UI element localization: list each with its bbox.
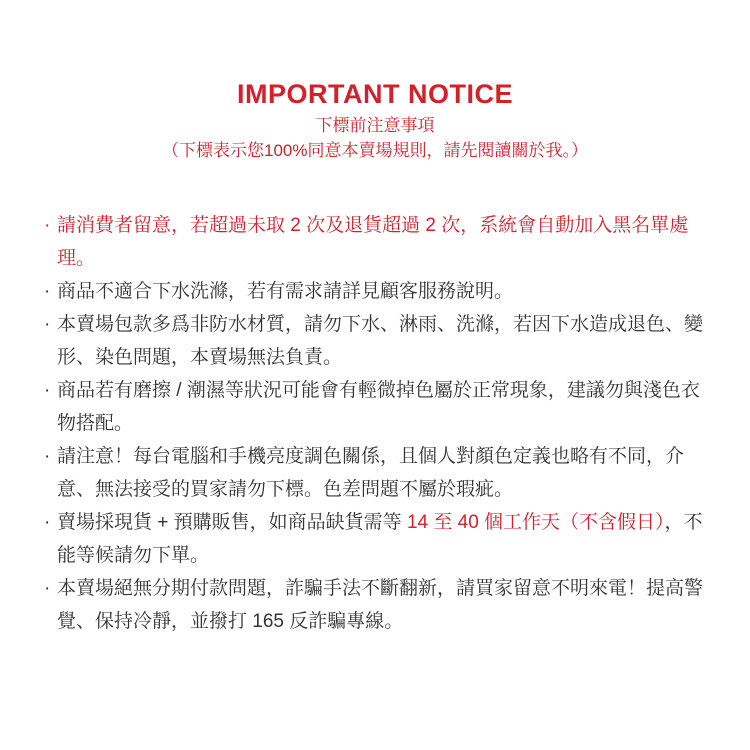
notice-text-segment: 賣場採現貨 + 預購販售，如商品缺貨需等 (57, 512, 407, 534)
notice-text-segment: 商品不適合下水洗滌，若有需求請詳見顧客服務說明。 (57, 281, 514, 303)
notice-text-segment: ，不能等候請勿下單。 (57, 512, 703, 567)
notice-text-segment: 本賣場包款多爲非防水材質，請勿下水、淋雨、洗滌，若因下水造成退色、變形、染色問題，本賣場無法負責。 (57, 314, 704, 369)
notice-text-segment: 商品若有磨擦 / 潮濕等狀況可能會有輕微掉色屬於正常現象，建議勿與淺色衣物搭配。 (57, 380, 700, 435)
notice-text-segment: 請注意！每台電腦和手機亮度調色關係，且個人對顏色定義也略有不同，介意、無法接受的買家請勿下標。色差問題不屬於瑕疵。 (57, 446, 685, 501)
notice-item (44, 308, 714, 374)
notice-text (57, 374, 713, 440)
page-title: IMPORTANT NOTICE (237, 79, 513, 109)
bullet-icon: · (44, 446, 51, 468)
notice-text-red-segment: 請消費者留意，若超過未取 2 次及退貨超過 2 次，系統會自動加入黑名單處理。 (57, 215, 689, 270)
bullet-icon: · (44, 281, 51, 303)
header-subtitle: 下標前注意事項 (315, 116, 435, 136)
bullet-icon: · (44, 578, 51, 600)
notice-item (44, 209, 714, 275)
notice-text (57, 308, 713, 374)
notice-list (44, 209, 714, 638)
notice-header (0, 0, 750, 163)
header-agreement-note: （下標表示您100%同意本賣場規則，請先閱讀關於我。） (162, 141, 588, 161)
bullet-icon: · (44, 512, 51, 534)
notice-text (57, 506, 713, 572)
bullet-icon: · (44, 215, 51, 237)
notice-item (44, 506, 714, 572)
notice-text (57, 572, 713, 638)
notice-text-red-segment: 14 至 40 個工作天（不含假日） (406, 512, 665, 534)
notice-item (44, 440, 714, 506)
notice-text-segment: 本賣場絕無分期付款問題，詐騙手法不斷翻新，請買家留意不明來電！提高警覺、保持冷靜，並撥打 165 反詐騙專線。 (57, 578, 704, 633)
notice-item (44, 275, 714, 308)
notice-item (44, 374, 714, 440)
bullet-icon: · (44, 380, 51, 402)
notice-text (57, 440, 713, 506)
notice-text (57, 209, 713, 275)
bullet-icon: · (44, 314, 51, 336)
notice-item (44, 572, 714, 638)
notice-text (57, 275, 713, 308)
